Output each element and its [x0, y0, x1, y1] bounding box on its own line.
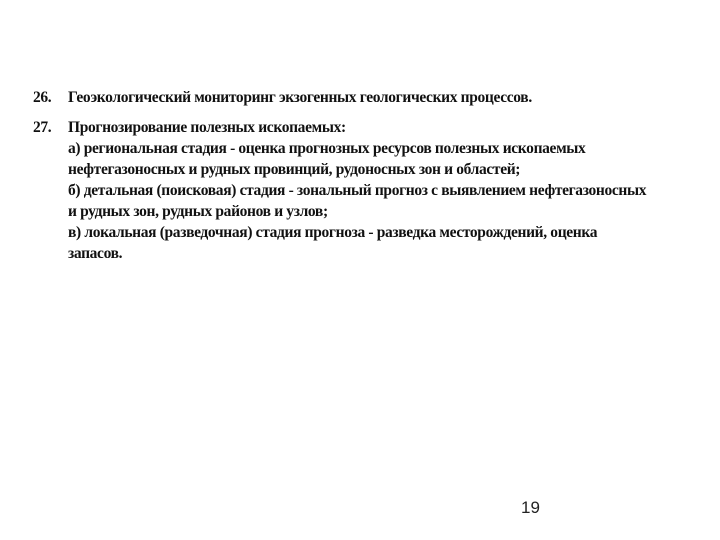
item-text-line: б) детальная (поисковая) стадия - зональный прогноз с выявлением нефтегазоносных: [68, 182, 647, 199]
item-text: [68, 87, 720, 108]
list-item-27: [33, 117, 720, 264]
item-text-line: Геоэкологический мониторинг экзогенных геологических процессов.: [68, 89, 532, 106]
list-item-26: [33, 87, 720, 108]
item-text-line: а) региональная стадия - оценка прогнозных ресурсов полезных ископаемых: [68, 140, 586, 157]
item-number: 26.: [33, 89, 52, 106]
item-text-line: и рудных зон, рудных районов и узлов;: [68, 203, 328, 220]
item-text-line: запасов.: [68, 245, 123, 262]
item-text-line: в) локальная (разведочная) стадия прогноза - разведка месторождений, оценка: [68, 224, 598, 241]
item-text-line: Прогнозирование полезных ископаемых:: [68, 119, 346, 136]
page-number: 19: [521, 498, 540, 517]
item-text-line: нефтегазоносных и рудных провинций, рудоносных зон и областей;: [68, 161, 521, 178]
item-text: [68, 117, 720, 264]
item-number: 27.: [33, 119, 52, 136]
